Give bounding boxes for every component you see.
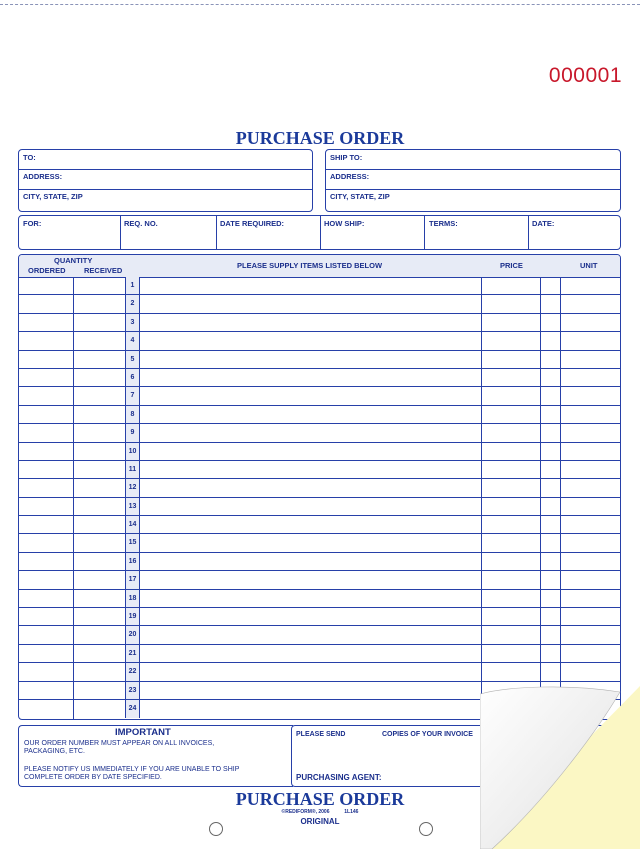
row-number: 10: [125, 443, 140, 460]
terms-label: TERMS:: [429, 219, 458, 228]
please-send-label: PLEASE SEND: [296, 731, 346, 738]
divider: [320, 216, 321, 249]
table-row: [19, 663, 620, 681]
ordered-header: ORDERED: [28, 266, 66, 275]
for-label: FOR:: [23, 219, 42, 228]
quantity-header: QUANTITY: [54, 256, 93, 265]
ship-to-address-box: [325, 149, 621, 212]
row-number: 2: [125, 295, 140, 312]
important-line: COMPLETE ORDER BY DATE SPECIFIED.: [24, 774, 162, 781]
table-row: [19, 277, 620, 295]
row-number: 7: [125, 387, 140, 404]
table-row: [19, 590, 620, 608]
row-number: 14: [125, 516, 140, 533]
row-number: 1: [125, 277, 140, 294]
table-row: [19, 351, 620, 369]
table-row: [19, 424, 620, 442]
row-number: 18: [125, 590, 140, 607]
table-row: [19, 461, 620, 479]
important-title: IMPORTANT: [115, 727, 171, 738]
row-number: 8: [125, 406, 140, 423]
column-divider: [540, 277, 541, 719]
row-number: 4: [125, 332, 140, 349]
table-row: [19, 406, 620, 424]
form-code: 1L146: [344, 809, 359, 815]
table-row: [19, 645, 620, 663]
table-row: [19, 553, 620, 571]
description-header: PLEASE SUPPLY ITEMS LISTED BELOW: [237, 261, 383, 270]
row-number: 6: [125, 369, 140, 386]
row-number: 3: [125, 314, 140, 331]
to-address-box: [18, 149, 313, 212]
table-row: [19, 387, 620, 405]
divider: [326, 189, 620, 190]
ship-to-label: SHIP TO:: [330, 153, 363, 162]
page-title: PURCHASE ORDER: [235, 128, 405, 148]
ship-address-label: ADDRESS:: [330, 172, 370, 181]
city-state-zip-label: CITY, STATE, ZIP: [23, 192, 83, 201]
row-number: 21: [125, 645, 140, 662]
table-row: [19, 516, 620, 534]
row-number: 20: [125, 626, 140, 643]
row-number: 17: [125, 571, 140, 588]
items-table: [18, 254, 621, 720]
punch-hole: [209, 822, 223, 836]
row-number: 22: [125, 663, 140, 680]
row-number: 24: [125, 700, 140, 718]
divider: [424, 216, 425, 249]
how-ship-label: HOW SHIP:: [324, 219, 365, 228]
important-line: PACKAGING, ETC.: [24, 748, 85, 755]
date-label: DATE:: [532, 219, 555, 228]
column-divider: [73, 277, 74, 719]
divider: [19, 189, 312, 190]
to-label: TO:: [23, 153, 36, 162]
row-number: 5: [125, 351, 140, 368]
divider: [326, 169, 620, 170]
punch-hole: [419, 822, 433, 836]
column-divider: [560, 277, 561, 719]
address-label: ADDRESS:: [23, 172, 63, 181]
table-row: [19, 479, 620, 497]
divider: [528, 216, 529, 249]
row-number: 13: [125, 498, 140, 515]
row-number: 9: [125, 424, 140, 441]
perforation-line: [0, 4, 640, 5]
row-number: 16: [125, 553, 140, 570]
table-row: [19, 498, 620, 516]
page-curl: [480, 686, 640, 849]
copy-label: ORIGINAL: [300, 817, 340, 826]
table-row: [19, 626, 620, 644]
footer-title: PURCHASE ORDER: [235, 789, 405, 809]
table-row: [19, 369, 620, 387]
table-row: [19, 332, 620, 350]
table-rows: [19, 277, 620, 719]
table-row: [19, 443, 620, 461]
divider: [120, 216, 121, 249]
received-header: RECEIVED: [84, 266, 123, 275]
important-box: [18, 725, 293, 787]
divider: [19, 169, 312, 170]
date-required-label: DATE REQUIRED:: [220, 219, 285, 228]
purchasing-agent-label: PURCHASING AGENT:: [296, 773, 382, 782]
table-row: [19, 295, 620, 313]
unit-header: UNIT: [580, 261, 598, 270]
row-number: 11: [125, 461, 140, 478]
price-header: PRICE: [500, 261, 523, 270]
important-line: OUR ORDER NUMBER MUST APPEAR ON ALL INVOICES,: [24, 740, 215, 747]
table-row: [19, 314, 620, 332]
copies-label: COPIES OF YOUR INVOICE: [382, 731, 473, 738]
table-row: [19, 534, 620, 552]
row-number: 15: [125, 534, 140, 551]
important-line: PLEASE NOTIFY US IMMEDIATELY IF YOU ARE UNABLE TO SHIP: [24, 766, 240, 773]
req-no-label: REQ. NO.: [124, 219, 158, 228]
column-divider: [481, 277, 482, 719]
divider: [216, 216, 217, 249]
copyright: ©REDIFORM®, 2006: [281, 809, 330, 815]
serial-number: 000001: [548, 64, 622, 87]
row-number: 19: [125, 608, 140, 625]
ship-city-state-zip-label: CITY, STATE, ZIP: [330, 192, 390, 201]
row-number: 12: [125, 479, 140, 496]
table-row: [19, 608, 620, 626]
row-number: 23: [125, 682, 140, 699]
table-header: [19, 255, 620, 278]
table-row: [19, 571, 620, 589]
order-info-row: [18, 215, 621, 250]
